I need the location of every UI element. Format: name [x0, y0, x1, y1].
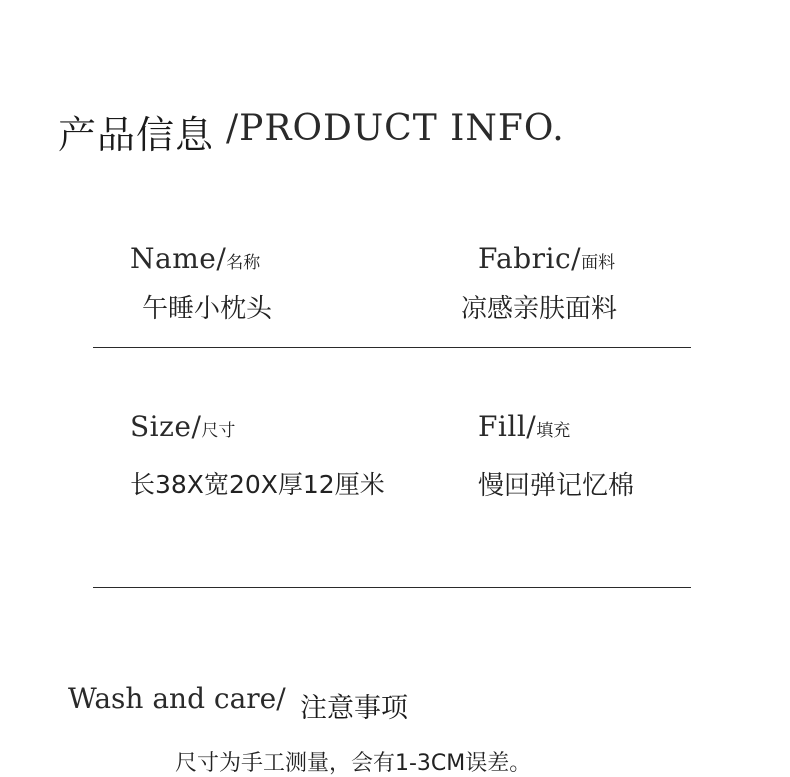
- info-fill-value: 慢回弹记忆棉: [478, 471, 635, 501]
- info-size-label-en: Size/: [130, 410, 202, 443]
- divider-2: [93, 587, 691, 588]
- info-fabric-value: 凉感亲肤面料: [461, 294, 618, 324]
- info-fabric-label-cn: 面料: [581, 253, 616, 273]
- info-size-value: 长38X宽20X厚12厘米: [130, 470, 385, 499]
- info-name-value: 午睡小枕头: [142, 294, 273, 324]
- info-size-label: [130, 410, 235, 443]
- info-fill-label-en: Fill/: [478, 410, 537, 443]
- care-note: 尺寸为手工测量，会有1-3CM误差。: [175, 751, 532, 776]
- info-fabric-label-en: Fabric/: [478, 242, 582, 275]
- info-name-label-en: Name/: [130, 242, 227, 275]
- info-name-label: [130, 242, 260, 275]
- care-title-cn: 注意事项: [300, 693, 408, 724]
- care-title-en: Wash and care/: [68, 682, 286, 715]
- page-title-cn: 产品信息: [58, 113, 215, 157]
- info-fabric-label: [478, 242, 615, 275]
- info-name-label-cn: 名称: [226, 253, 261, 273]
- page-title-en: /PRODUCT INFO.: [226, 108, 565, 149]
- info-fill-label: [478, 410, 570, 443]
- info-fill-label-cn: 填充: [536, 421, 571, 441]
- divider-1: [93, 347, 691, 348]
- info-size-label-cn: 尺寸: [201, 421, 236, 441]
